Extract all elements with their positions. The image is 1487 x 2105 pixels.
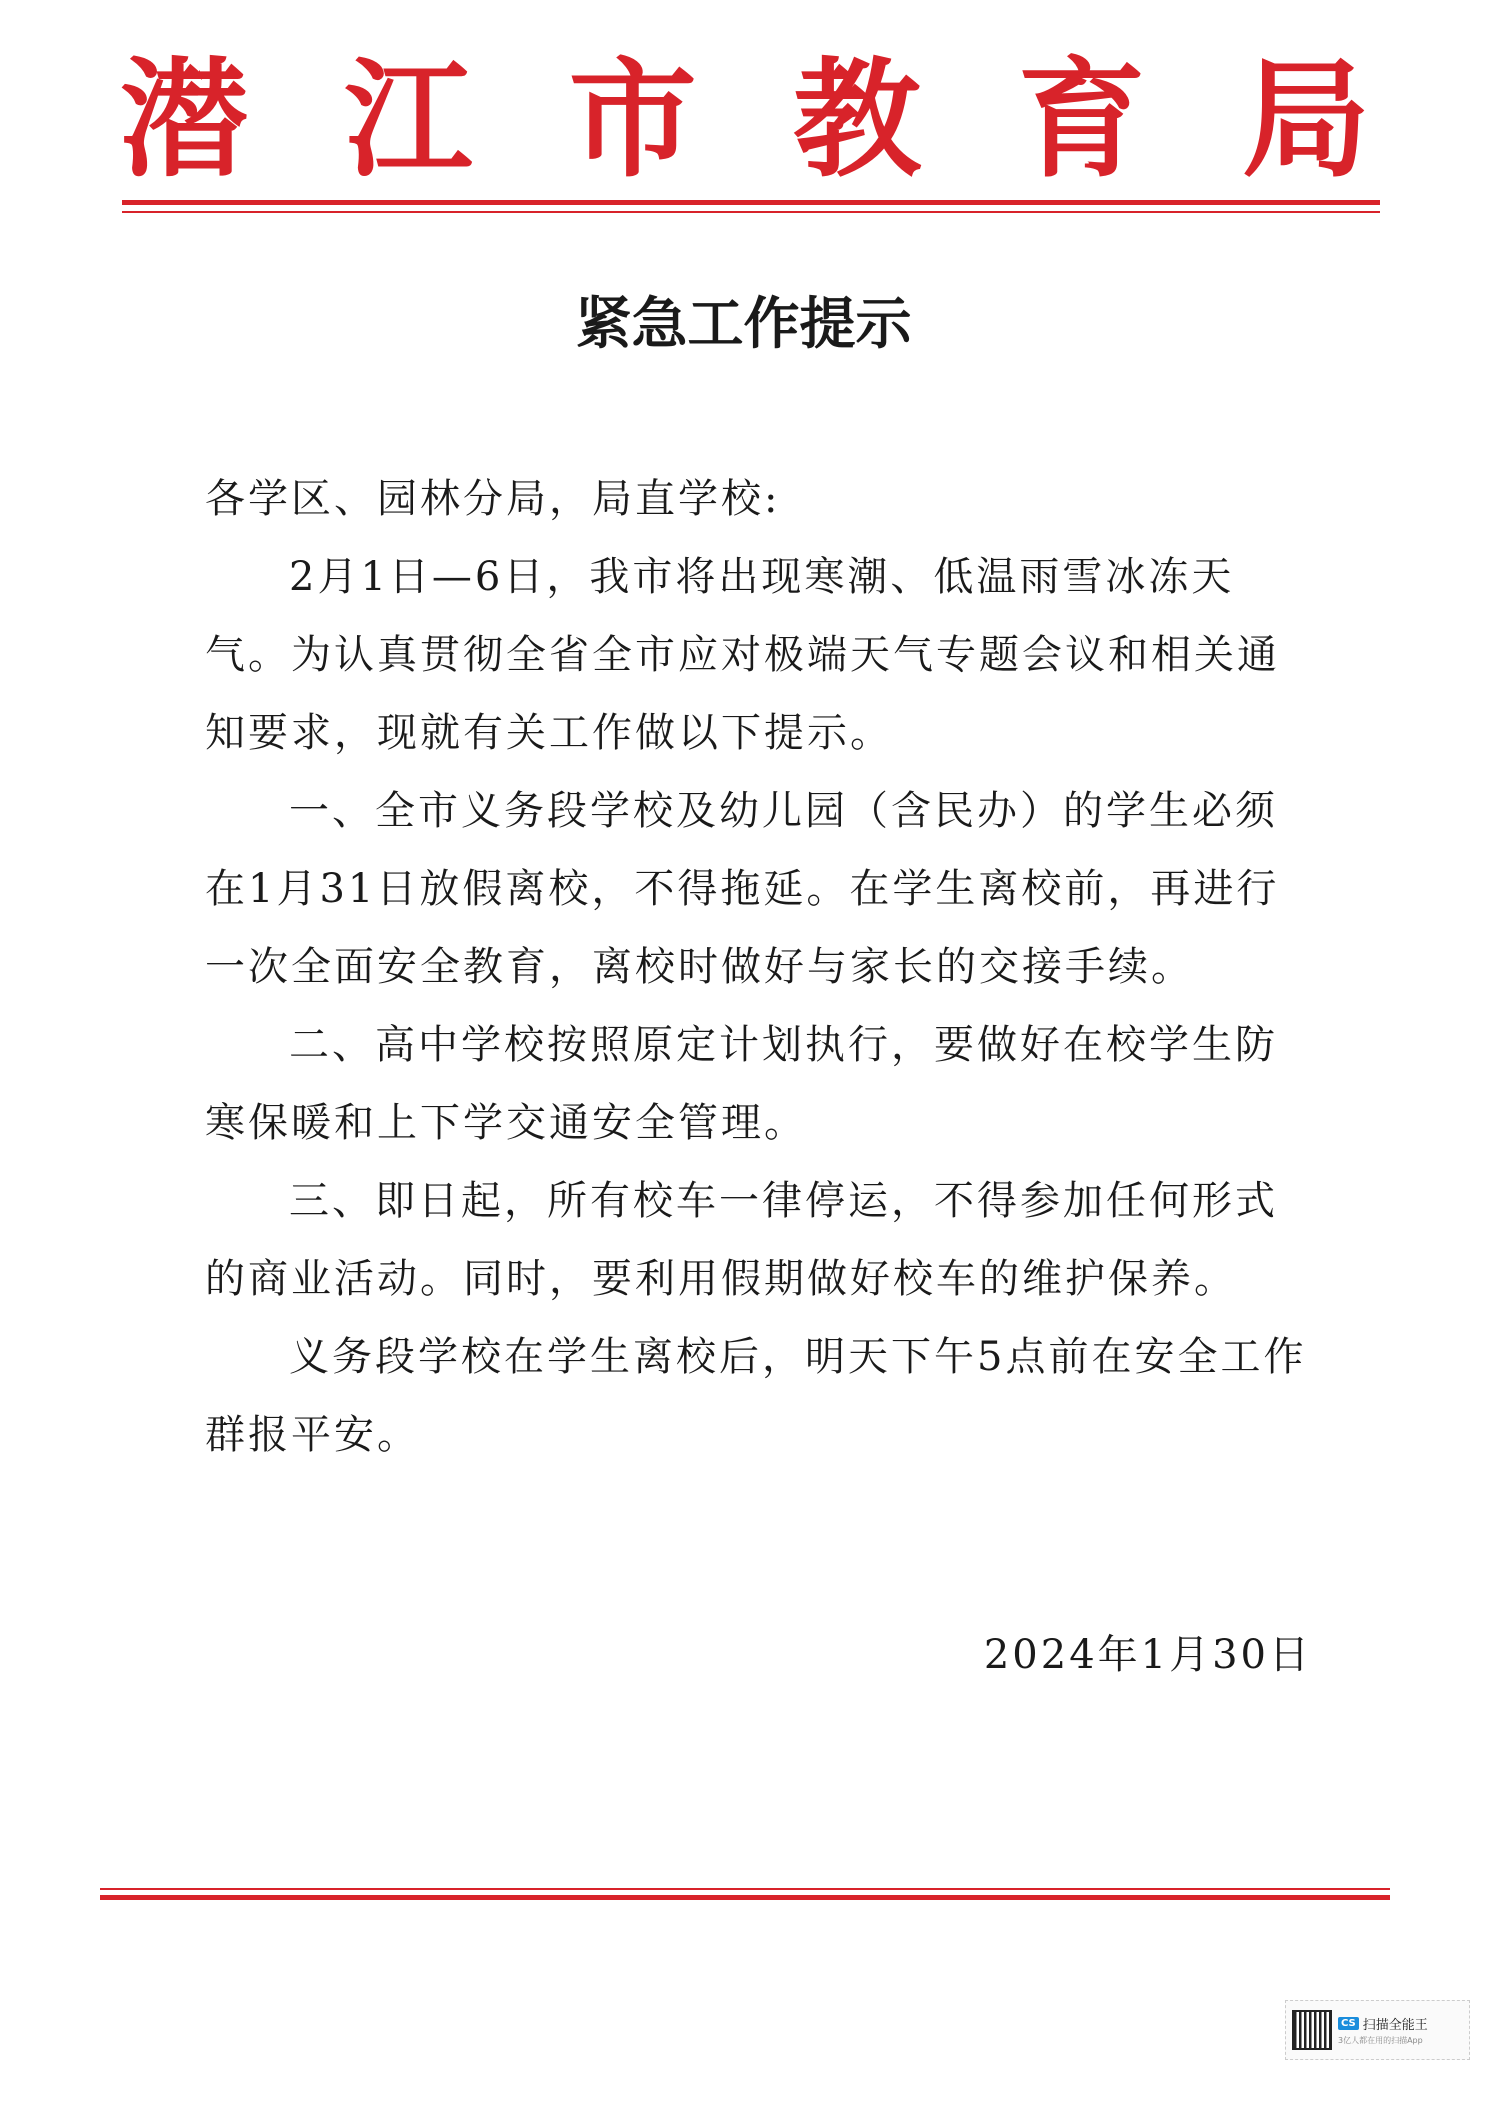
letterhead-char: 江: [344, 45, 473, 195]
scanner-watermark: [1285, 2000, 1470, 2060]
letterhead-char: 教: [793, 45, 922, 195]
letterhead-title: [120, 45, 1370, 195]
salutation: 各学区、园林分局，局直学校:: [205, 476, 781, 522]
watermark-app-name: 扫描全能王: [1362, 2018, 1428, 2033]
document-title: 紧急工作提示: [575, 292, 912, 357]
paragraph-item-1: 一、全市义务段学校及幼儿园（含民办）的学生必须在1月31日放假离校，不得拖延。在学生离校前，再进行一次全面安全教育，离校时做好与家长的交接手续。: [205, 788, 1280, 990]
footer-divider-thick: [100, 1895, 1390, 1900]
paragraph-item-2: 二、高中学校按照原定计划执行，要做好在校学生防寒保暖和上下学交通安全管理。: [205, 1022, 1278, 1146]
letterhead-char: 育: [1017, 45, 1146, 195]
watermark-text: [1338, 2014, 1428, 2046]
paragraph-item-3: 三、即日起，所有校车一律停运，不得参加任何形式的商业活动。同时，要利用假期做好校车的维护保养。: [205, 1178, 1278, 1302]
qr-code-icon: [1292, 2010, 1332, 2050]
header-divider-thin: [122, 211, 1380, 213]
letterhead-char: 局: [1241, 45, 1370, 195]
document-body: [205, 460, 1310, 1474]
letterhead-char: 潜: [120, 45, 249, 195]
paragraph-closing: 义务段学校在学生离校后，明天下午5点前在安全工作群报平安。: [205, 1334, 1307, 1458]
letterhead-char: 市: [568, 45, 697, 195]
paragraph-intro: 2月1日—6日，我市将出现寒潮、低温雨雪冰冻天气。为认真贯彻全省全市应对极端天气专题会议和相关通知要求，现就有关工作做以下提示。: [205, 554, 1280, 756]
cs-logo-icon: CS: [1338, 2017, 1359, 2030]
header-divider-thick: [122, 200, 1380, 205]
footer-divider-thin: [100, 1888, 1390, 1890]
document-date: 2024年1月30日: [983, 1632, 1312, 1678]
watermark-tagline: 3亿人都在用的扫描App: [1338, 2036, 1423, 2045]
